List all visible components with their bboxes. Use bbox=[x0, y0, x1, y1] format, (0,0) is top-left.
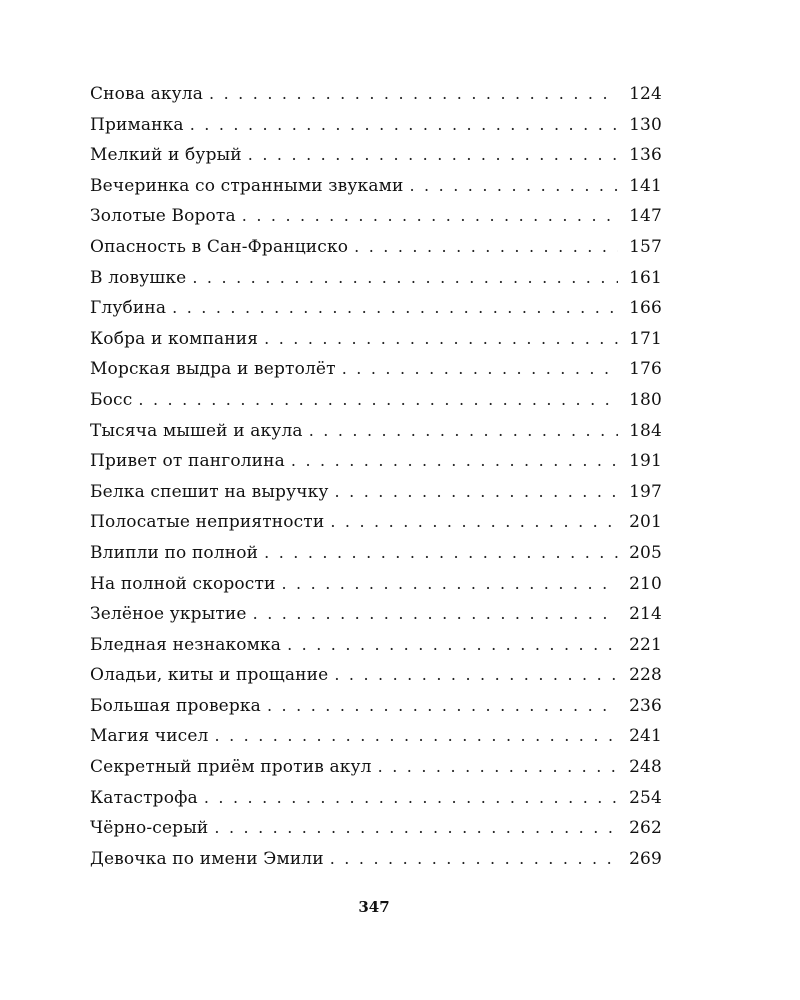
toc-dot-leader bbox=[138, 390, 618, 409]
toc-entry bbox=[90, 543, 662, 574]
toc-entry-page: 147 bbox=[629, 206, 662, 227]
toc-entry-page: 210 bbox=[629, 573, 662, 594]
toc-dot-leader bbox=[330, 849, 618, 868]
toc-dot-leader bbox=[291, 451, 618, 470]
toc-dot-leader bbox=[253, 604, 618, 623]
toc-dot-leader bbox=[335, 482, 618, 501]
toc-entry-page: 241 bbox=[629, 726, 662, 747]
toc-dot-leader bbox=[330, 512, 618, 531]
toc-entry bbox=[90, 574, 662, 605]
toc-dot-leader bbox=[378, 757, 618, 776]
toc-dot-leader bbox=[214, 818, 618, 837]
toc-entry-page: 201 bbox=[629, 512, 662, 533]
toc-entry bbox=[90, 757, 662, 788]
toc-entry bbox=[90, 115, 662, 146]
toc-entry-page: 161 bbox=[629, 267, 662, 288]
toc-entry-page: 205 bbox=[629, 542, 662, 563]
toc-entry-title: Кобра и компания bbox=[90, 328, 259, 349]
toc-entry-title: Привет от панголина bbox=[90, 451, 285, 472]
toc-dot-leader bbox=[334, 665, 618, 684]
toc-entry bbox=[90, 604, 662, 635]
toc-entry-page: 214 bbox=[629, 604, 662, 625]
toc-entry-title: Вечеринка со странными звуками bbox=[90, 175, 404, 196]
toc-entry-title: Большая проверка bbox=[90, 695, 261, 716]
toc-entry bbox=[90, 329, 662, 360]
toc-entry-page: 180 bbox=[629, 389, 662, 410]
toc-entry-page: 124 bbox=[629, 84, 662, 104]
toc-dot-leader bbox=[267, 696, 618, 715]
toc-entry-title: Морская выдра и вертолёт bbox=[90, 359, 336, 380]
toc-entry-title: В ловушке bbox=[90, 267, 187, 288]
toc-entry-page: 269 bbox=[629, 848, 662, 869]
toc-entry-title: Глубина bbox=[90, 298, 167, 319]
toc-entry-title: Чёрно-серый bbox=[90, 818, 209, 839]
toc-entry-title: Белка спешит на выручку bbox=[90, 481, 329, 502]
toc-entry bbox=[90, 696, 662, 727]
toc-entry-page: 166 bbox=[629, 298, 662, 319]
toc-entry-page: 221 bbox=[629, 634, 662, 655]
toc-entry-page: 184 bbox=[629, 420, 662, 441]
toc-entry bbox=[90, 788, 662, 819]
toc-dot-leader bbox=[190, 115, 618, 134]
toc-entry-title: Снова акула bbox=[90, 84, 204, 104]
toc-entry bbox=[90, 451, 662, 482]
toc-entry bbox=[90, 145, 662, 176]
toc-dot-leader bbox=[264, 543, 618, 562]
toc-entry bbox=[90, 206, 662, 237]
toc-entry bbox=[90, 298, 662, 329]
toc-entry-page: 176 bbox=[629, 359, 662, 380]
toc-dot-leader bbox=[248, 145, 618, 164]
toc-dot-leader bbox=[309, 421, 618, 440]
toc-entry-page: 136 bbox=[629, 145, 662, 166]
toc-entry-title: Опасность в Сан-Франциско bbox=[90, 236, 349, 257]
toc-entry bbox=[90, 665, 662, 696]
toc-dot-leader bbox=[354, 237, 618, 256]
toc-dot-leader bbox=[242, 206, 618, 225]
toc-entry-title: Магия чисел bbox=[90, 726, 209, 747]
toc-entry bbox=[90, 84, 662, 115]
toc-entry-title: Мелкий и бурый bbox=[90, 145, 242, 166]
toc-entry-title: На полной скорости bbox=[90, 573, 276, 594]
toc-entry bbox=[90, 482, 662, 513]
toc-entry-page: 248 bbox=[629, 757, 662, 778]
toc-entry-page: 236 bbox=[629, 695, 662, 716]
toc-dot-leader bbox=[172, 298, 618, 317]
toc-entry-title: Катастрофа bbox=[90, 787, 198, 808]
toc-entry-title: Тысяча мышей и акула bbox=[90, 420, 303, 441]
toc-entry bbox=[90, 237, 662, 268]
toc-dot-leader bbox=[409, 176, 618, 195]
toc-entry-page: 197 bbox=[629, 481, 662, 502]
page-number: 347 bbox=[358, 898, 390, 916]
toc-entry-page: 191 bbox=[629, 451, 662, 472]
toc-entry-page: 254 bbox=[629, 787, 662, 808]
toc-entry-title: Золотые Ворота bbox=[90, 206, 236, 227]
toc-entry-page: 141 bbox=[629, 175, 662, 196]
toc-entry-title: Девочка по имени Эмили bbox=[90, 848, 324, 869]
toc-entry bbox=[90, 176, 662, 207]
toc-entry-title: Приманка bbox=[90, 114, 184, 135]
toc-entry bbox=[90, 726, 662, 757]
toc-entry-title: Оладьи, киты и прощание bbox=[90, 665, 329, 686]
toc-entry-page: 130 bbox=[629, 114, 662, 135]
toc-entry-title: Секретный приём против акул bbox=[90, 757, 372, 778]
toc-entry-page: 157 bbox=[629, 236, 662, 257]
toc-entry-page: 171 bbox=[629, 328, 662, 349]
table-of-contents bbox=[90, 84, 662, 879]
toc-dot-leader bbox=[192, 268, 618, 287]
toc-dot-leader bbox=[264, 329, 618, 348]
toc-entry bbox=[90, 421, 662, 452]
toc-entry-title: Зелёное укрытие bbox=[90, 604, 247, 625]
toc-entry-page: 228 bbox=[629, 665, 662, 686]
toc-entry-title: Влипли по полной bbox=[90, 542, 259, 563]
toc-entry bbox=[90, 849, 662, 880]
toc-entry bbox=[90, 512, 662, 543]
toc-entry-title: Босс bbox=[90, 389, 133, 410]
toc-entry-page: 262 bbox=[629, 818, 662, 839]
toc-entry bbox=[90, 268, 662, 299]
toc-entry bbox=[90, 635, 662, 666]
toc-entry bbox=[90, 390, 662, 421]
toc-entry bbox=[90, 359, 662, 390]
toc-dot-leader bbox=[215, 726, 618, 745]
toc-dot-leader bbox=[342, 359, 618, 378]
toc-dot-leader bbox=[209, 84, 618, 103]
toc-dot-leader bbox=[287, 635, 618, 654]
toc-entry-title: Полосатые неприятности bbox=[90, 512, 325, 533]
toc-dot-leader bbox=[281, 574, 618, 593]
toc-dot-leader bbox=[204, 788, 618, 807]
toc-entry bbox=[90, 818, 662, 849]
toc-entry-title: Бледная незнакомка bbox=[90, 634, 282, 655]
